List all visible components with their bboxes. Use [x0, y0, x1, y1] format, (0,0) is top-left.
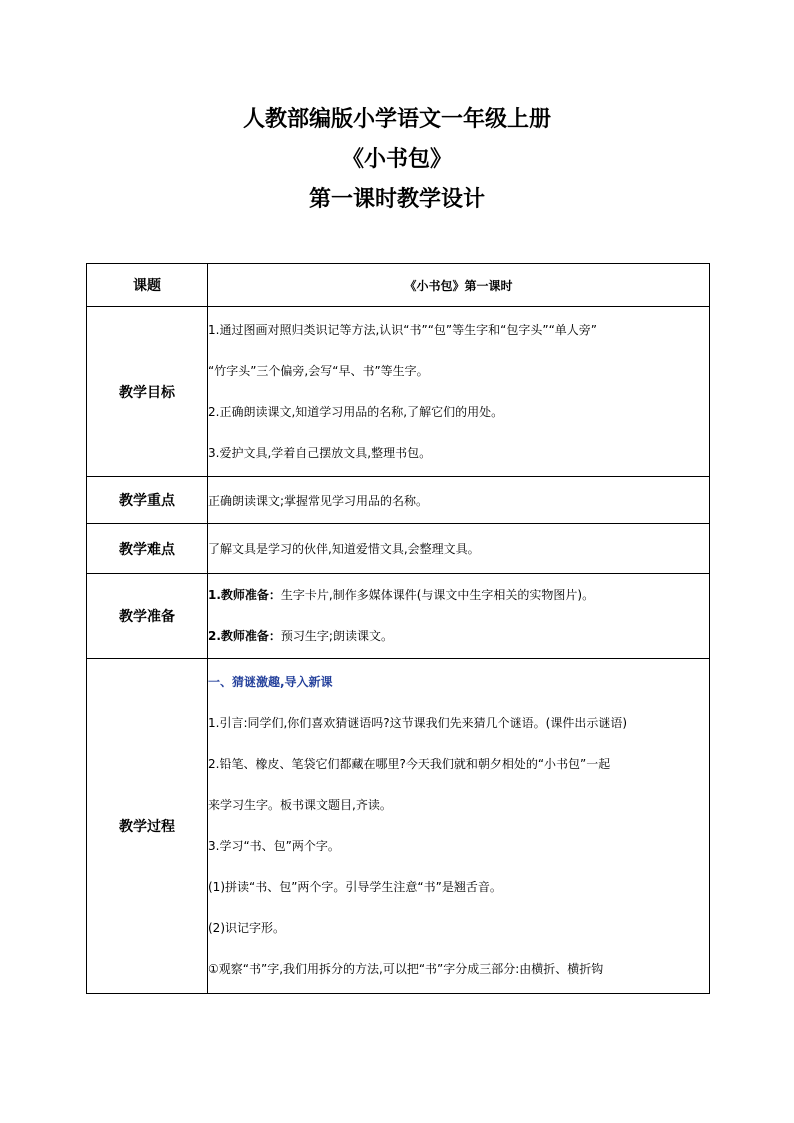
title-line-design: 第一课时教学设计 [308, 187, 485, 212]
difficulties-cell: 了解文具是学习的伙伴,知道爱惜文具,会整理文具。 [208, 524, 710, 574]
table-row-preparation [87, 574, 710, 659]
row-label-process: 教学过程 [87, 659, 208, 994]
process-line: 3.学习“书、包”两个字。 [208, 839, 340, 853]
row-label-objectives: 教学目标 [87, 307, 208, 477]
process-line: (2)识记字形。 [208, 921, 285, 935]
preparation-item-text: 生字卡片,制作多媒体课件(与课文中生字相关的实物图片)。 [280, 588, 595, 602]
table-row-process [87, 659, 710, 994]
lesson-title-cell: 《小书包》第一课时 [208, 264, 710, 307]
title-line-textbook: 人教部编版小学语文一年级上册 [242, 107, 551, 132]
preparation-item [208, 575, 709, 616]
preparation-item-text: 预习生字;朗读课文。 [280, 629, 393, 643]
process-line: 1.引言:同学们,你们喜欢猜谜语吗?这节课我们先来猜几个谜语。(课件出示谜语) [208, 716, 628, 730]
row-label-preparation: 教学准备 [87, 574, 208, 659]
process-line: ①观察“书”字,我们用拆分的方法,可以把“书”字分成三部分:由横折、横折钩 [208, 962, 604, 976]
objective-line: 1.通过图画对照归类识记等方法,认识“书”“包”等生字和“包字头”“单人旁” [208, 322, 598, 337]
table-row-objectives [87, 307, 710, 477]
preparation-item-prefix: 1.教师准备： [208, 588, 281, 602]
objectives-cell [208, 307, 710, 477]
title-line-lesson: 《小书包》 [341, 147, 452, 172]
row-label-key-points: 教学重点 [87, 477, 208, 524]
table-row-topic [87, 264, 710, 307]
objective-line: 2.正确朗读课文,知道学习用品的名称,了解它们的用处。 [208, 404, 504, 419]
objective-line: 3.爱护文具,学着自己摆放文具,整理书包。 [208, 445, 432, 460]
table-row-key-points [87, 477, 710, 524]
process-line: 来学习生字。板书课文题目,齐读。 [208, 798, 392, 812]
row-label-topic: 课题 [87, 264, 208, 307]
process-line: 2.铅笔、橡皮、笔袋它们都藏在哪里?今天我们就和朝夕相处的“小书包”一起 [208, 757, 611, 771]
table-row-difficulties [87, 524, 710, 574]
row-label-difficulties: 教学难点 [87, 524, 208, 574]
process-line: (1)拼读“书、包”两个字。引导学生注意“书”是翘舌音。 [208, 880, 502, 894]
objective-line: “竹字头”三个偏旁,会写“早、书”等生字。 [208, 363, 429, 378]
preparation-cell [208, 574, 710, 659]
process-cell [208, 659, 710, 994]
preparation-item [208, 616, 709, 657]
key-points-cell: 正确朗读课文;掌握常见学习用品的名称。 [208, 477, 710, 524]
preparation-item-prefix: 2.教师准备： [208, 629, 281, 643]
section-heading: 一、猜谜激趣,导入新课 [208, 675, 333, 689]
lesson-plan-table [86, 263, 710, 994]
document-title [0, 100, 794, 220]
